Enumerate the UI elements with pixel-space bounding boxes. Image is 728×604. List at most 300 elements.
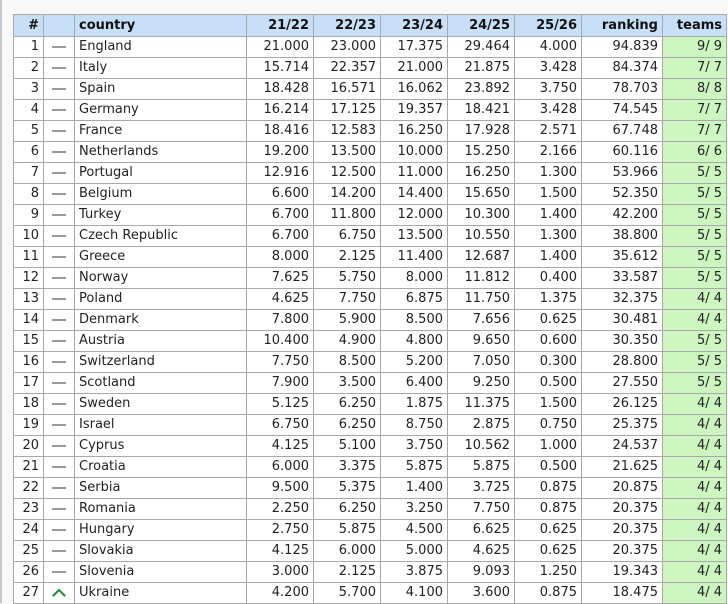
- season-coefficient-22-23: 13.500: [314, 142, 381, 163]
- season-coefficient-21-22: 19.200: [247, 142, 314, 163]
- rank-number: 5: [14, 121, 44, 142]
- season-coefficient-22-23: 3.500: [314, 373, 381, 394]
- season-coefficient-21-22: 15.714: [247, 58, 314, 79]
- season-coefficient-25-26: 1.300: [515, 226, 582, 247]
- teams-remaining: 5/ 5: [663, 184, 727, 205]
- season-coefficient-25-26: 0.500: [515, 457, 582, 478]
- season-coefficient-22-23: 6.250: [314, 415, 381, 436]
- season-coefficient-25-26: 0.600: [515, 331, 582, 352]
- trend-cell: [44, 478, 75, 499]
- season-coefficient-22-23: 5.875: [314, 520, 381, 541]
- header-rank-number[interactable]: #: [14, 15, 44, 37]
- country-name: Croatia: [75, 457, 247, 478]
- table-row[interactable]: [14, 184, 727, 205]
- season-coefficient-21-22: 6.600: [247, 184, 314, 205]
- table-row[interactable]: [14, 562, 727, 583]
- season-coefficient-23-24: 1.875: [381, 394, 448, 415]
- ranking-total: 32.375: [582, 289, 663, 310]
- trend-flat-icon: [52, 445, 66, 447]
- country-name: Portugal: [75, 163, 247, 184]
- trend-flat-icon: [52, 277, 66, 279]
- teams-remaining: 4/ 4: [663, 394, 727, 415]
- trend-flat-icon: [52, 508, 66, 510]
- season-coefficient-23-24: 5.000: [381, 541, 448, 562]
- season-coefficient-23-24: 4.500: [381, 520, 448, 541]
- header-season-23-24[interactable]: 23/24: [381, 15, 448, 37]
- country-name: Germany: [75, 100, 247, 121]
- season-coefficient-21-22: 5.125: [247, 394, 314, 415]
- ranking-total: 19.343: [582, 562, 663, 583]
- ranking-total: 33.587: [582, 268, 663, 289]
- season-coefficient-25-26: 4.000: [515, 37, 582, 58]
- country-name: Turkey: [75, 205, 247, 226]
- trend-flat-icon: [52, 487, 66, 489]
- season-coefficient-21-22: 2.750: [247, 520, 314, 541]
- season-coefficient-25-26: 1.400: [515, 247, 582, 268]
- season-coefficient-25-26: 0.875: [515, 478, 582, 499]
- header-teams[interactable]: teams: [663, 15, 727, 37]
- teams-remaining: 5/ 5: [663, 331, 727, 352]
- table-row[interactable]: [14, 457, 727, 478]
- season-coefficient-22-23: 7.750: [314, 289, 381, 310]
- trend-cell: [44, 247, 75, 268]
- trend-cell: [44, 205, 75, 226]
- season-coefficient-22-23: 6.750: [314, 226, 381, 247]
- season-coefficient-21-22: 9.500: [247, 478, 314, 499]
- trend-cell: [44, 121, 75, 142]
- header-trend[interactable]: [44, 15, 75, 37]
- rank-number: 15: [14, 331, 44, 352]
- trend-cell: [44, 226, 75, 247]
- trend-cell: [44, 142, 75, 163]
- season-coefficient-23-24: 3.250: [381, 499, 448, 520]
- season-coefficient-21-22: 21.000: [247, 37, 314, 58]
- season-coefficient-22-23: 5.900: [314, 310, 381, 331]
- trend-cell: [44, 436, 75, 457]
- ranking-total: 42.200: [582, 205, 663, 226]
- season-coefficient-24-25: 15.250: [448, 142, 515, 163]
- season-coefficient-24-25: 9.650: [448, 331, 515, 352]
- rank-number: 12: [14, 268, 44, 289]
- teams-remaining: 7/ 7: [663, 121, 727, 142]
- table-row[interactable]: [14, 247, 727, 268]
- trend-flat-icon: [52, 424, 66, 426]
- header-season-24-25[interactable]: 24/25: [448, 15, 515, 37]
- table-row[interactable]: [14, 331, 727, 352]
- rank-number: 9: [14, 205, 44, 226]
- season-coefficient-23-24: 10.000: [381, 142, 448, 163]
- season-coefficient-23-24: 6.875: [381, 289, 448, 310]
- country-name: Italy: [75, 58, 247, 79]
- trend-flat-icon: [52, 88, 66, 90]
- table-header: [14, 15, 727, 37]
- season-coefficient-24-25: 10.550: [448, 226, 515, 247]
- season-coefficient-25-26: 0.750: [515, 415, 582, 436]
- season-coefficient-24-25: 2.875: [448, 415, 515, 436]
- teams-remaining: 4/ 4: [663, 289, 727, 310]
- trend-flat-icon: [52, 466, 66, 468]
- header-season-25-26[interactable]: 25/26: [515, 15, 582, 37]
- season-coefficient-24-25: 12.687: [448, 247, 515, 268]
- season-coefficient-22-23: 2.125: [314, 562, 381, 583]
- country-name: Austria: [75, 331, 247, 352]
- season-coefficient-23-24: 3.750: [381, 436, 448, 457]
- ranking-total: 20.375: [582, 520, 663, 541]
- season-coefficient-23-24: 12.000: [381, 205, 448, 226]
- season-coefficient-21-22: 10.400: [247, 331, 314, 352]
- season-coefficient-22-23: 8.500: [314, 352, 381, 373]
- season-coefficient-24-25: 21.875: [448, 58, 515, 79]
- season-coefficient-23-24: 6.400: [381, 373, 448, 394]
- ranking-total: 20.875: [582, 478, 663, 499]
- season-coefficient-22-23: 11.800: [314, 205, 381, 226]
- season-coefficient-24-25: 9.093: [448, 562, 515, 583]
- season-coefficient-25-26: 1.300: [515, 163, 582, 184]
- season-coefficient-24-25: 23.892: [448, 79, 515, 100]
- trend-flat-icon: [52, 256, 66, 258]
- rank-number: 26: [14, 562, 44, 583]
- trend-flat-icon: [52, 214, 66, 216]
- rank-number: 24: [14, 520, 44, 541]
- season-coefficient-24-25: 29.464: [448, 37, 515, 58]
- season-coefficient-22-23: 5.100: [314, 436, 381, 457]
- country-name: Serbia: [75, 478, 247, 499]
- season-coefficient-25-26: 1.250: [515, 562, 582, 583]
- table-row[interactable]: [14, 100, 727, 121]
- rank-number: 6: [14, 142, 44, 163]
- header-season-21-22[interactable]: 21/22: [247, 15, 314, 37]
- table-row[interactable]: [14, 352, 727, 373]
- season-coefficient-23-24: 11.000: [381, 163, 448, 184]
- country-name: Belgium: [75, 184, 247, 205]
- country-name: Sweden: [75, 394, 247, 415]
- season-coefficient-21-22: 6.700: [247, 205, 314, 226]
- season-coefficient-22-23: 5.375: [314, 478, 381, 499]
- rank-number: 4: [14, 100, 44, 121]
- season-coefficient-25-26: 0.400: [515, 268, 582, 289]
- trend-flat-icon: [52, 130, 66, 132]
- season-coefficient-23-24: 4.800: [381, 331, 448, 352]
- country-name: Slovenia: [75, 562, 247, 583]
- ranking-total: 67.748: [582, 121, 663, 142]
- season-coefficient-25-26: 2.166: [515, 142, 582, 163]
- season-coefficient-21-22: 3.000: [247, 562, 314, 583]
- trend-flat-icon: [52, 382, 66, 384]
- season-coefficient-23-24: 8.000: [381, 268, 448, 289]
- country-name: Slovakia: [75, 541, 247, 562]
- trend-cell: [44, 562, 75, 583]
- rank-number: 3: [14, 79, 44, 100]
- trend-flat-icon: [52, 298, 66, 300]
- season-coefficient-24-25: 7.750: [448, 499, 515, 520]
- country-name: Hungary: [75, 520, 247, 541]
- season-coefficient-21-22: 7.900: [247, 373, 314, 394]
- rank-number: 22: [14, 478, 44, 499]
- season-coefficient-22-23: 17.125: [314, 100, 381, 121]
- table-row[interactable]: [14, 583, 727, 604]
- trend-flat-icon: [52, 361, 66, 363]
- teams-remaining: 8/ 8: [663, 79, 727, 100]
- teams-remaining: 4/ 4: [663, 310, 727, 331]
- ranking-total: 24.537: [582, 436, 663, 457]
- trend-cell: [44, 79, 75, 100]
- season-coefficient-24-25: 7.050: [448, 352, 515, 373]
- ranking-total: 26.125: [582, 394, 663, 415]
- ranking-total: 52.350: [582, 184, 663, 205]
- country-name: Norway: [75, 268, 247, 289]
- teams-remaining: 4/ 4: [663, 457, 727, 478]
- season-coefficient-24-25: 10.562: [448, 436, 515, 457]
- trend-cell: [44, 499, 75, 520]
- trend-up-icon: [52, 588, 66, 597]
- table-row[interactable]: [14, 520, 727, 541]
- season-coefficient-24-25: 11.375: [448, 394, 515, 415]
- ranking-total: 21.625: [582, 457, 663, 478]
- trend-cell: [44, 58, 75, 79]
- trend-cell: [44, 268, 75, 289]
- trend-cell: [44, 373, 75, 394]
- season-coefficient-25-26: 3.428: [515, 58, 582, 79]
- header-ranking[interactable]: ranking: [582, 15, 663, 37]
- season-coefficient-25-26: 0.625: [515, 310, 582, 331]
- season-coefficient-25-26: 1.400: [515, 205, 582, 226]
- season-coefficient-24-25: 4.625: [448, 541, 515, 562]
- season-coefficient-24-25: 15.650: [448, 184, 515, 205]
- season-coefficient-23-24: 19.357: [381, 100, 448, 121]
- rank-number: 1: [14, 37, 44, 58]
- season-coefficient-22-23: 12.500: [314, 163, 381, 184]
- table-row[interactable]: [14, 226, 727, 247]
- rank-number: 14: [14, 310, 44, 331]
- header-row: [14, 15, 727, 37]
- trend-cell: [44, 163, 75, 184]
- country-name: Switzerland: [75, 352, 247, 373]
- season-coefficient-23-24: 21.000: [381, 58, 448, 79]
- table-row[interactable]: [14, 499, 727, 520]
- season-coefficient-23-24: 16.250: [381, 121, 448, 142]
- table-row[interactable]: [14, 79, 727, 100]
- season-coefficient-22-23: 2.125: [314, 247, 381, 268]
- rank-number: 25: [14, 541, 44, 562]
- country-name: Cyprus: [75, 436, 247, 457]
- table-row[interactable]: [14, 121, 727, 142]
- teams-remaining: 6/ 6: [663, 142, 727, 163]
- rank-number: 10: [14, 226, 44, 247]
- teams-remaining: 4/ 4: [663, 520, 727, 541]
- trend-flat-icon: [52, 550, 66, 552]
- header-country[interactable]: country: [75, 15, 247, 37]
- season-coefficient-24-25: 3.725: [448, 478, 515, 499]
- ranking-total: 25.375: [582, 415, 663, 436]
- season-coefficient-24-25: 10.300: [448, 205, 515, 226]
- table-row[interactable]: [14, 541, 727, 562]
- trend-cell: [44, 331, 75, 352]
- country-name: Ukraine: [75, 583, 247, 604]
- teams-remaining: 4/ 4: [663, 415, 727, 436]
- rank-number: 7: [14, 163, 44, 184]
- table-row[interactable]: [14, 373, 727, 394]
- trend-cell: [44, 184, 75, 205]
- season-coefficient-24-25: 3.600: [448, 583, 515, 604]
- season-coefficient-21-22: 6.700: [247, 226, 314, 247]
- country-name: Czech Republic: [75, 226, 247, 247]
- trend-cell: [44, 583, 75, 604]
- season-coefficient-23-24: 5.875: [381, 457, 448, 478]
- ranking-total: 35.612: [582, 247, 663, 268]
- rank-number: 19: [14, 415, 44, 436]
- ranking-total: 53.966: [582, 163, 663, 184]
- season-coefficient-21-22: 7.625: [247, 268, 314, 289]
- season-coefficient-25-26: 1.375: [515, 289, 582, 310]
- season-coefficient-24-25: 11.750: [448, 289, 515, 310]
- season-coefficient-25-26: 0.625: [515, 541, 582, 562]
- season-coefficient-22-23: 4.900: [314, 331, 381, 352]
- season-coefficient-21-22: 6.000: [247, 457, 314, 478]
- country-name: England: [75, 37, 247, 58]
- teams-remaining: 4/ 4: [663, 499, 727, 520]
- trend-cell: [44, 394, 75, 415]
- trend-flat-icon: [52, 151, 66, 153]
- ranking-total: 18.475: [582, 583, 663, 604]
- season-coefficient-24-25: 11.812: [448, 268, 515, 289]
- country-name: Romania: [75, 499, 247, 520]
- table-row[interactable]: [14, 310, 727, 331]
- table-row[interactable]: [14, 205, 727, 226]
- table-row[interactable]: [14, 142, 727, 163]
- teams-remaining: 4/ 4: [663, 562, 727, 583]
- season-coefficient-22-23: 12.583: [314, 121, 381, 142]
- season-coefficient-24-25: 9.250: [448, 373, 515, 394]
- season-coefficient-23-24: 16.062: [381, 79, 448, 100]
- country-name: Netherlands: [75, 142, 247, 163]
- teams-remaining: 4/ 4: [663, 583, 727, 604]
- season-coefficient-24-25: 7.656: [448, 310, 515, 331]
- season-coefficient-23-24: 5.200: [381, 352, 448, 373]
- ranking-total: 94.839: [582, 37, 663, 58]
- rank-number: 27: [14, 583, 44, 604]
- season-coefficient-21-22: 18.416: [247, 121, 314, 142]
- rank-number: 18: [14, 394, 44, 415]
- season-coefficient-24-25: 17.928: [448, 121, 515, 142]
- season-coefficient-21-22: 4.125: [247, 436, 314, 457]
- season-coefficient-22-23: 14.200: [314, 184, 381, 205]
- season-coefficient-21-22: 4.625: [247, 289, 314, 310]
- season-coefficient-25-26: 2.571: [515, 121, 582, 142]
- season-coefficient-25-26: 0.875: [515, 499, 582, 520]
- season-coefficient-22-23: 6.250: [314, 394, 381, 415]
- header-season-22-23[interactable]: 22/23: [314, 15, 381, 37]
- season-coefficient-22-23: 16.571: [314, 79, 381, 100]
- rank-number: 11: [14, 247, 44, 268]
- table-row[interactable]: [14, 415, 727, 436]
- season-coefficient-23-24: 8.500: [381, 310, 448, 331]
- trend-flat-icon: [52, 340, 66, 342]
- trend-flat-icon: [52, 319, 66, 321]
- teams-remaining: 5/ 5: [663, 373, 727, 394]
- trend-flat-icon: [52, 109, 66, 111]
- table-row[interactable]: [14, 289, 727, 310]
- rank-number: 17: [14, 373, 44, 394]
- teams-remaining: 5/ 5: [663, 205, 727, 226]
- trend-cell: [44, 352, 75, 373]
- season-coefficient-24-25: 6.625: [448, 520, 515, 541]
- season-coefficient-23-24: 1.400: [381, 478, 448, 499]
- season-coefficient-24-25: 16.250: [448, 163, 515, 184]
- country-name: Denmark: [75, 310, 247, 331]
- season-coefficient-22-23: 6.000: [314, 541, 381, 562]
- season-coefficient-22-23: 5.750: [314, 268, 381, 289]
- season-coefficient-23-24: 14.400: [381, 184, 448, 205]
- rank-number: 13: [14, 289, 44, 310]
- table-row[interactable]: [14, 394, 727, 415]
- country-name: Greece: [75, 247, 247, 268]
- season-coefficient-25-26: 3.428: [515, 100, 582, 121]
- trend-flat-icon: [52, 172, 66, 174]
- table-row[interactable]: [14, 478, 727, 499]
- country-ranking-table: [13, 14, 727, 604]
- teams-remaining: 9/ 9: [663, 37, 727, 58]
- season-coefficient-25-26: 1.500: [515, 394, 582, 415]
- trend-flat-icon: [52, 46, 66, 48]
- country-name: Scotland: [75, 373, 247, 394]
- trend-flat-icon: [52, 193, 66, 195]
- table-row[interactable]: [14, 37, 727, 58]
- season-coefficient-25-26: 1.000: [515, 436, 582, 457]
- teams-remaining: 4/ 4: [663, 436, 727, 457]
- ranking-total: 20.375: [582, 499, 663, 520]
- season-coefficient-22-23: 5.700: [314, 583, 381, 604]
- season-coefficient-21-22: 4.200: [247, 583, 314, 604]
- table-row[interactable]: [14, 163, 727, 184]
- teams-remaining: 5/ 5: [663, 163, 727, 184]
- ranking-total: 20.375: [582, 541, 663, 562]
- trend-flat-icon: [52, 403, 66, 405]
- table-row[interactable]: [14, 58, 727, 79]
- ranking-total: 28.800: [582, 352, 663, 373]
- trend-cell: [44, 310, 75, 331]
- ranking-total: 74.545: [582, 100, 663, 121]
- season-coefficient-21-22: 4.125: [247, 541, 314, 562]
- trend-cell: [44, 37, 75, 58]
- trend-cell: [44, 541, 75, 562]
- trend-cell: [44, 289, 75, 310]
- table-row[interactable]: [14, 268, 727, 289]
- trend-flat-icon: [52, 571, 66, 573]
- season-coefficient-23-24: 11.400: [381, 247, 448, 268]
- teams-remaining: 7/ 7: [663, 58, 727, 79]
- season-coefficient-22-23: 3.375: [314, 457, 381, 478]
- season-coefficient-21-22: 6.750: [247, 415, 314, 436]
- ranking-total: 30.481: [582, 310, 663, 331]
- trend-flat-icon: [52, 529, 66, 531]
- season-coefficient-25-26: 0.300: [515, 352, 582, 373]
- season-coefficient-23-24: 3.875: [381, 562, 448, 583]
- country-name: Spain: [75, 79, 247, 100]
- trend-cell: [44, 457, 75, 478]
- season-coefficient-21-22: 7.800: [247, 310, 314, 331]
- season-coefficient-21-22: 16.214: [247, 100, 314, 121]
- teams-remaining: 4/ 4: [663, 478, 727, 499]
- season-coefficient-25-26: 0.500: [515, 373, 582, 394]
- table-row[interactable]: [14, 436, 727, 457]
- country-name: France: [75, 121, 247, 142]
- season-coefficient-23-24: 17.375: [381, 37, 448, 58]
- rank-number: 21: [14, 457, 44, 478]
- country-name: Israel: [75, 415, 247, 436]
- season-coefficient-25-26: 3.750: [515, 79, 582, 100]
- season-coefficient-25-26: 0.875: [515, 583, 582, 604]
- teams-remaining: 5/ 5: [663, 352, 727, 373]
